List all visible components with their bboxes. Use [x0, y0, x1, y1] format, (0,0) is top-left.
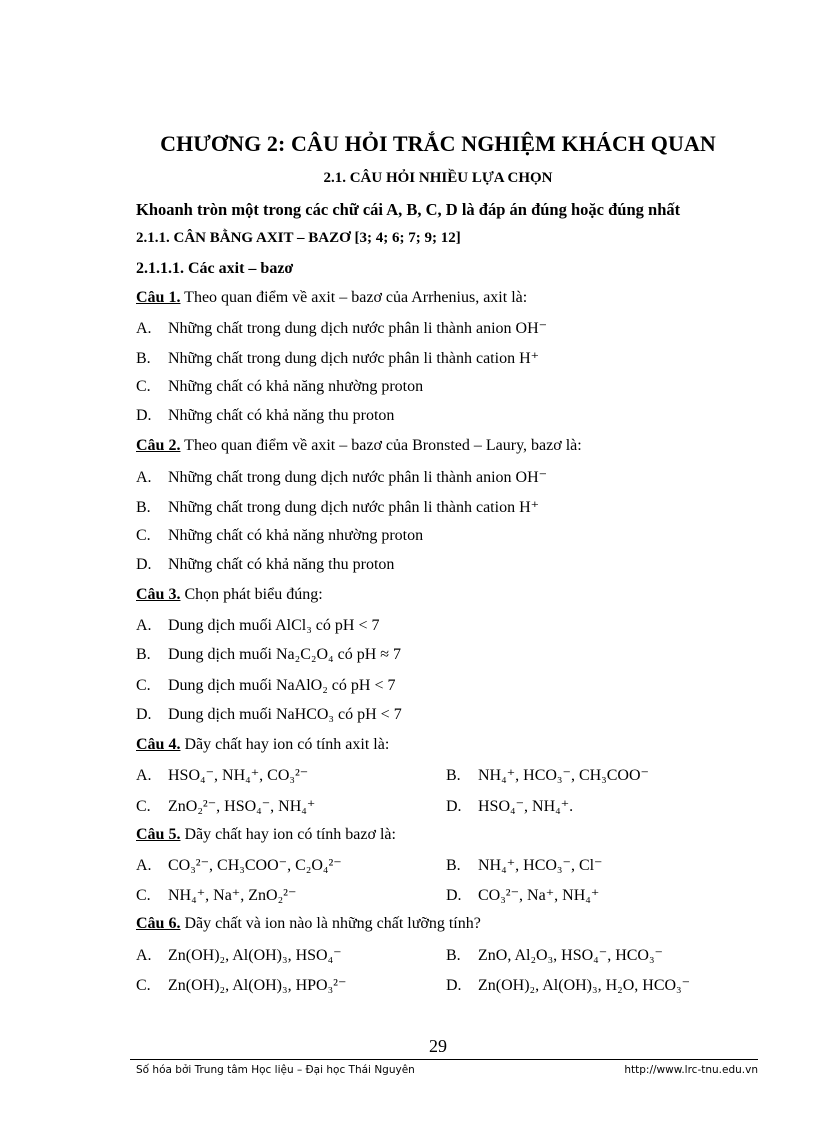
- question-2: [136, 437, 582, 455]
- question-label: Câu 1.: [136, 289, 181, 306]
- q5-option-a: A. CO₃²⁻, CH₃COO⁻, C₂O₄²⁻: [136, 857, 342, 874]
- page-number: 29: [429, 1036, 447, 1056]
- q6-option-c: C. Zn(OH)₂, Al(OH)₃, HPO₃²⁻: [136, 977, 347, 994]
- question-6: [136, 915, 481, 933]
- question-text: Dãy chất và ion nào là những chất lưỡng tính?: [184, 915, 481, 932]
- q6-option-d: D. Zn(OH)₂, Al(OH)₃, H₂O, HCO₃⁻: [446, 977, 691, 994]
- question-text: Theo quan điểm về axit – bazơ của Bronsted – Laury, bazơ là:: [184, 437, 582, 454]
- question-1: [136, 289, 527, 307]
- question-label: Câu 5.: [136, 826, 181, 843]
- q3-option-b: B. Dung dịch muối Na₂C₂O₄ có pH ≈ 7: [136, 646, 402, 663]
- q1-option-d: D. Những chất có khả năng thu proton: [136, 407, 395, 424]
- section-title: 2.1. CÂU HỎI NHIỀU LỰA CHỌN: [323, 170, 553, 186]
- question-text: Theo quan điểm về axit – bazơ của Arrhenius, axit là:: [184, 289, 528, 306]
- q2-option-c: C. Những chất có khả năng nhường proton: [136, 527, 424, 544]
- subsection-title: 2.1.1. CÂN BẰNG AXIT – BAZƠ [3; 4; 6; 7; 9; 12]: [136, 230, 461, 246]
- question-text: Chọn phát biểu đúng:: [184, 586, 323, 603]
- q4-option-b: B. NH₄⁺, HCO₃⁻, CH₃COO⁻: [446, 767, 649, 784]
- q4-option-d: D. HSO₄⁻, NH₄⁺.: [446, 798, 574, 815]
- question-text: Dãy chất hay ion có tính axit là:: [184, 736, 390, 753]
- q1-option-b: B. Những chất trong dung dịch nước phân li thành cation H⁺: [136, 350, 540, 367]
- subsubsection-title: 2.1.1.1. Các axit – bazơ: [136, 260, 294, 277]
- q1-option-a: A. Những chất trong dung dịch nước phân li thành anion OH⁻: [136, 320, 548, 337]
- q6-option-b: B. ZnO, Al₂O₃, HSO₄⁻, HCO₃⁻: [446, 947, 663, 964]
- question-label: Câu 6.: [136, 915, 181, 932]
- question-5: [136, 826, 396, 844]
- q3-option-c: C. Dung dịch muối NaAlO₂ có pH < 7: [136, 677, 396, 694]
- q1-option-c: C. Những chất có khả năng nhường proton: [136, 378, 424, 395]
- question-4: [136, 736, 389, 754]
- q5-option-c: C. NH₄⁺, Na⁺, ZnO₂²⁻: [136, 887, 297, 904]
- q4-option-c: C. ZnO₂²⁻, HSO₄⁻, NH₄⁺: [136, 798, 316, 815]
- q2-option-d: D. Những chất có khả năng thu proton: [136, 556, 395, 573]
- question-3: [136, 586, 323, 604]
- q2-option-a: A. Những chất trong dung dịch nước phân li thành anion OH⁻: [136, 469, 548, 486]
- chapter-title: CHƯƠNG 2: CÂU HỎI TRẮC NGHIỆM KHÁCH QUAN: [160, 131, 716, 156]
- question-text: Dãy chất hay ion có tính bazơ là:: [184, 826, 396, 843]
- question-label: Câu 4.: [136, 736, 181, 753]
- footer-url-link[interactable]: http://www.lrc-tnu.edu.vn: [624, 1064, 758, 1076]
- question-label: Câu 3.: [136, 586, 181, 603]
- q4-option-a: A. HSO₄⁻, NH₄⁺, CO₃²⁻: [136, 767, 309, 784]
- q2-option-b: B. Những chất trong dung dịch nước phân li thành cation H⁺: [136, 499, 540, 516]
- q6-option-a: A. Zn(OH)₂, Al(OH)₃, HSO₄⁻: [136, 947, 342, 964]
- q3-option-a: A. Dung dịch muối AlCl₃ có pH < 7: [136, 617, 380, 634]
- footer-source: Số hóa bởi Trung tâm Học liệu – Đại học Thái Nguyên: [136, 1064, 415, 1076]
- instruction-text: Khoanh tròn một trong các chữ cái A, B, C, D là đáp án đúng hoặc đúng nhất: [136, 200, 681, 219]
- footer-divider: [130, 1059, 758, 1060]
- q5-option-b: B. NH₄⁺, HCO₃⁻, Cl⁻: [446, 857, 603, 874]
- q5-option-d: D. CO₃²⁻, Na⁺, NH₄⁺: [446, 887, 600, 904]
- q3-option-d: D. Dung dịch muối NaHCO₃ có pH < 7: [136, 706, 402, 723]
- question-label: Câu 2.: [136, 437, 181, 454]
